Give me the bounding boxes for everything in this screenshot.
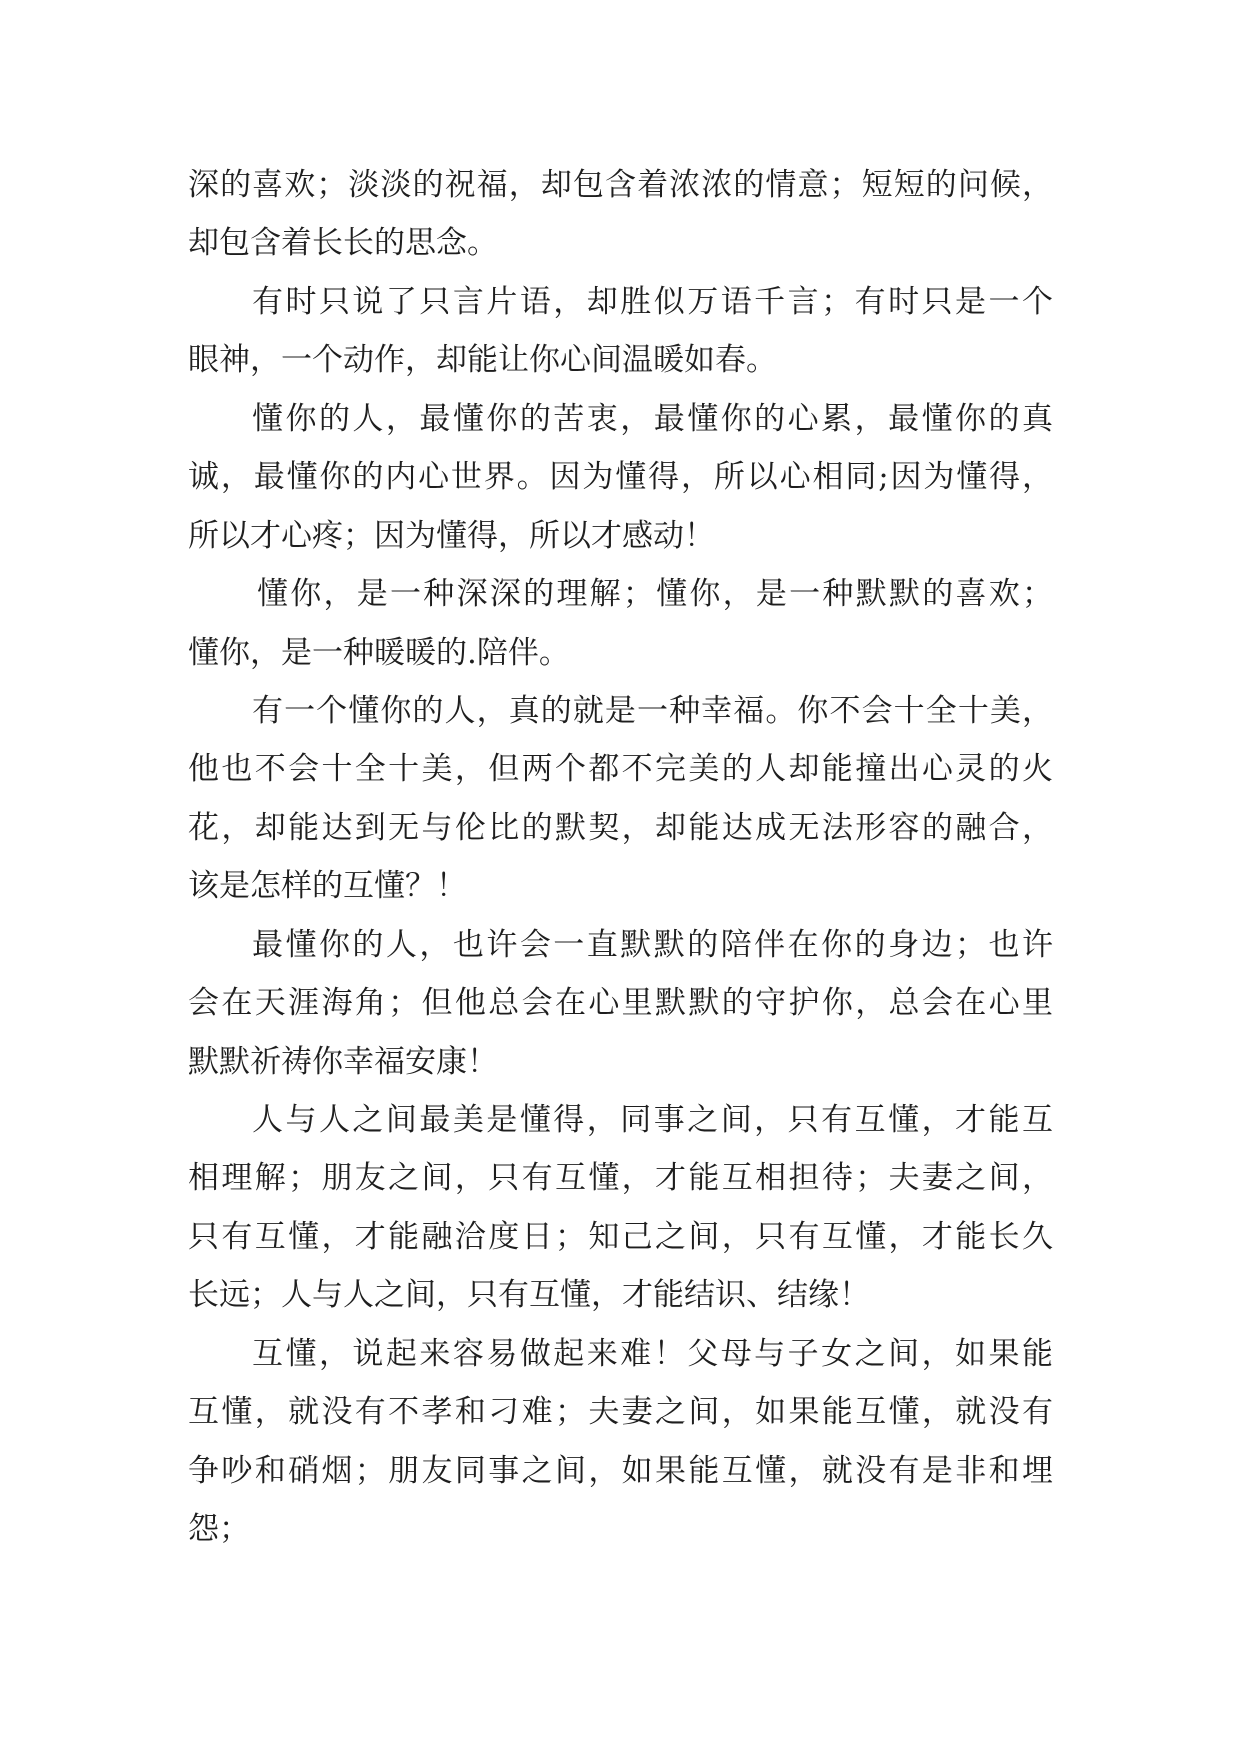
text-line: 花，却能达到无与伦比的默契，却能达成无法形容的融合，	[188, 809, 1053, 846]
text-line: 懂你，是一种暖暖的.陪伴。	[188, 634, 570, 671]
text-line: 他也不会十全十美，但两个都不完美的人却能撞出心灵的火	[188, 751, 1053, 788]
paragraph	[188, 390, 1053, 565]
paragraph	[188, 1325, 1053, 1559]
text-line: 所以才心疼；因为懂得，所以才感动！	[188, 517, 715, 554]
text-line: 默默祈祷你幸福安康！	[188, 1043, 498, 1080]
text-line: 怨；	[188, 1511, 250, 1548]
text-line: 深的喜欢；淡淡的祝福，却包含着浓浓的情意；短短的问候，	[188, 167, 1053, 203]
paragraph	[188, 156, 1053, 273]
text-line: 有时只说了只言片语，却胜似万语千言；有时只是一个	[252, 283, 1053, 320]
text-line: 相理解；朋友之间，只有互懂，才能互相担待；夫妻之间，	[188, 1160, 1053, 1197]
text-line: 人与人之间最美是懂得，同事之间，只有互懂，才能互	[252, 1102, 1053, 1138]
paragraph	[188, 916, 1053, 1091]
paragraph	[188, 682, 1053, 916]
text-line: 却包含着长长的思念。	[188, 225, 498, 262]
paragraph	[188, 565, 1053, 682]
text-line: 眼神，一个动作，却能让你心间温暖如春。	[188, 342, 777, 379]
text-line: 只有互懂，才能融洽度日；知己之间，只有互懂，才能长久	[188, 1218, 1053, 1255]
document-body	[188, 156, 1053, 1559]
text-line: 有一个懂你的人，真的就是一种幸福。你不会十全十美，	[252, 692, 1053, 729]
text-line: 互懂，说起来容易做起来难！父母与子女之间，如果能	[252, 1335, 1053, 1372]
text-line: 长远；人与人之间，只有互懂，才能结识、结缘！	[188, 1277, 870, 1314]
text-line: 最懂你的人，也许会一直默默的陪伴在你的身边；也许	[252, 926, 1053, 963]
paragraph	[188, 1091, 1053, 1325]
text-line: 该是怎样的互懂？！	[188, 868, 467, 905]
text-line: 会在天涯海角；但他总会在心里默默的守护你，总会在心里	[188, 985, 1053, 1022]
text-line: 懂你的人，最懂你的苦衷，最懂你的心累，最懂你的真	[252, 400, 1053, 437]
paragraph	[188, 273, 1053, 390]
text-line: 懂你，是一种深深的理解；懂你，是一种默默的喜欢；	[257, 576, 1053, 613]
text-line: 争吵和硝烟；朋友同事之间，如果能互懂，就没有是非和埋	[188, 1452, 1053, 1489]
text-line: 互懂，就没有不孝和刁难；夫妻之间，如果能互懂，就没有	[188, 1394, 1053, 1431]
text-line: 诚，最懂你的内心世界。因为懂得，所以心相同;因为懂得，	[188, 459, 1053, 496]
